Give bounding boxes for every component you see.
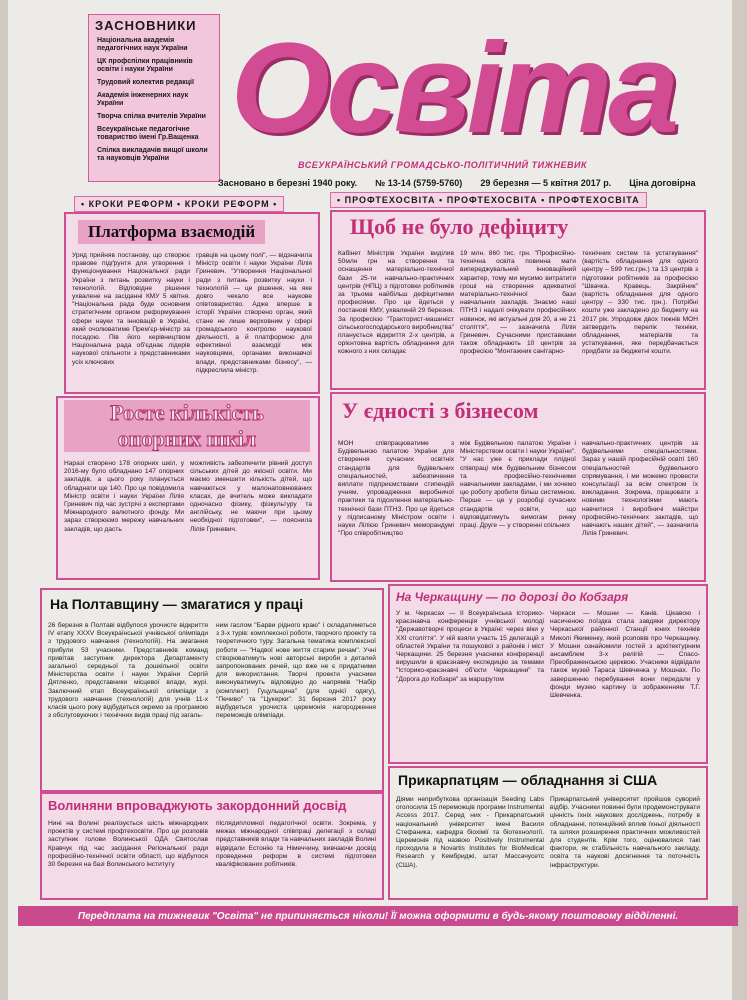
article-headline: На Полтавщину — змагатися у праці: [50, 596, 304, 612]
masthead-logo: Освіта: [230, 17, 676, 160]
article-headline: Платформа взаємодій: [78, 220, 265, 244]
founder-item: Спілка викладачів вищої школи та науковців України: [97, 147, 208, 162]
article-headline: Прикарпатцям — обладнання зі США: [398, 772, 658, 788]
founder-item: ЦК профспілки працівників освіти і науки України: [97, 58, 193, 73]
article-body-col2: гравців на цьому полі", — відзначила Міністр освіти і науки України Лілія Гриневич. "Утворення Національної ради з питань розвитку науки і технологій — це рішення, на яке довго чекало все наукове співтовариство. Адже вперше в історії України створено орган, який стане не лише верховним у сфері громадського контролю наукової діяльності, а й платформою для ефективної взаємодії між науковцями, органами виконавчої влади, представниками бізнесу", — підкреслила міністр.: [196, 252, 312, 374]
article-cherkasy: [388, 584, 708, 764]
subscription-banner: Передплата на тижневик "Освіта" не припиняється ніколи! Її можна оформити в будь-якому поштовому відділенні.: [18, 906, 738, 926]
article-body-col2: післядипломної педагогічної освіти. Зокрема, у межах міжнародної співпраці делегації з складі представників влади та навчальних закладів Волині відвідали Естонію та Німеччину, вивчаючи досвід проведення реформ в системі підготовки кваліфікованих робітників.: [216, 820, 376, 869]
article-body-col1: У м. Черкасах — II Всеукраїнська історико-краєзнавча конференція учнівської молоді "Державотворчі процеси в Україні: через віки у XXI століття". У ній взяли участь 15 делегацій з областей України та пошукової з районів і міст Черкащини. 25 березня учасники конференції вирушили в краєзнавчу експедицію за темами "Історико-краєзнавчі об'єкти Черкащини" та "Дорога до Кобзаря" за маршрутом: [396, 610, 544, 683]
issue-date: 29 березня — 5 квітня 2017 р.: [480, 178, 612, 188]
issue-number: № 13-14 (5759-5760): [375, 178, 463, 188]
article-body-col2: між Будівельною палатою України і Міністерством освіти і науки України". "У нас уже є приклади плідної співпраці між будівельним бізнесом та професійно-технічними навчальними закладами, і ми хочемо цю роботу зробити більш системною. Перше — це у розробці сучасних стандартів освіти, що відповідатимуть вимогам ринку праці. Друге — у створенні спільних: [460, 440, 576, 530]
article-body-col1: Кабінет Міністрів України виділив 50млн грн на створення та оснащення матеріально-технічної бази 25-ти навчально-практичних центрів (НПЦ) з підготовки робітників за трьома найбільш дефіцитними професіями. Про це йдеться у постанові КМУ, ухваленій 29 березня. За професією "Тракторист-машиніст сільськогосподарського виробництва" планується відкриття 2-х центрів, а орієнтовна вартість обладнання для кожного з них складає: [338, 250, 454, 356]
article-body-col1: МОН співпрацюватиме з Будівельною палатою України для створення сучасних освітніх стандартів для будівельних спеціальностей, забезпечення виплати підприємствами стипендій учням, упровадження виробничої практики та підсилення матеріально-технічної бази ПТНЗ. Про це йдеться у підписаному Міністром освіти і науки Лілією Гриневич меморандумі "Про співробітництво: [338, 440, 454, 538]
article-body-col1: Уряд прийняв постанову, що створює правове підґрунтя для утворення і функціонування Національної ради України з питань розвитку науки і технологій. Відповідне рішення ухвалене на засіданні КМУ 5 квітня. "Національна рада буде основним стратегічним органом реформування сфери науки та інновацій в Україні, який очолюватиме Прем'єр-міністр за посадою. Пів його керівництвом Національна рада об'єднає лідерів наукової спільноти з представниками усіх ключових: [72, 252, 190, 366]
founder-item: Всеукраїнське педагогічне товариство імені Гр.Ващенка: [97, 126, 199, 141]
article-volyn: [40, 792, 384, 900]
article-body-col1: Нині на Волині реалізується шість міжнародних проектів у системі профтехосвіти. Про це розповів заступник голови Волинської ОДА Святослав Кравчук під час засідання Регіональної ради професійно-технічної освіти області, що відбулося 30 березня на базі Волинського інституту: [48, 820, 208, 869]
article-body-col2: Черкаси — Мошни — Канів. Цікавою і насиченою поїздка стала завдяки директору Черкаської районної Станції юних техніків Миколі Якименку, який розповів про Черкащину. У Мошни ознайомили гостей з архітектурним ансамблем 3-х релігій — Спасо-Преображенською церквою. Учасники відвідали також музей Тараса Шевченка у Мошнах. По завершенню перебування вони передали у фонди музею картину із зображенням Т.Г. Шевченка.: [550, 610, 700, 700]
article-headline: [64, 400, 310, 452]
article-support-schools: [56, 396, 320, 580]
article-prykarpattia: [388, 766, 708, 900]
article-poltava: [40, 588, 384, 792]
article-platform: [64, 212, 320, 394]
article-body-col3: навчально-практичних центрів за будівельними спеціальностями. Зараз у нашій професійній освіті 160 спеціальностей будівельного спрямування, і ми можемо провести консультації за всім спектром їх викладання. Зокрема, працювати з новими технологіями мають навчитися і виробничі майстри професійно-технічних закладів, що навчають наших дітей", — зазначила Лілія Гриневич.: [582, 440, 698, 538]
founders-box: [88, 14, 220, 182]
article-body-col2: можливість забезпечити рівний доступ сільських дітей до якісної освіти. Ми маємо зменшити кількість дітей, що навчаються у малонаповнюваних класах, де вчитель може викладати одночасно фізику, фізкультуру та англійську, не маючи при цьому необхідної підготовки", — пояснила Лілія Гриневич.: [190, 460, 312, 533]
article-headline: Волиняни впроваджують закордонний досвід: [48, 798, 347, 813]
headline-line: Росте кількість: [110, 400, 264, 425]
masthead: [218, 14, 688, 164]
section-band-reforms: • КРОКИ РЕФОРМ • КРОКИ РЕФОРМ •: [74, 196, 284, 212]
article-headline: Щоб не було дефіциту: [350, 214, 569, 239]
article-body-col3: технічних систем та устаткування" (вартість обладнання для одного центру – 599 тис.грн.) та 13 центрів з підготовки робітників за професією "Швачка. Кравець. Закрійник" (вартість обладнання для одного центру – 330 тис. грн.). Потрібні кошти уже закладено до бюджету на 2017 рік. Упродовж двох тижнів МОН затвердить перелік техніки, обладнання, матеріалів та устаткування, яке передбачається придбати за бюджетні кошти.: [582, 250, 698, 356]
founder-item: Національна академія педагогічних наук України: [97, 37, 188, 52]
founded-text: Засновано в березні 1940 року.: [218, 178, 358, 188]
price-text: Ціна договірна: [629, 178, 696, 188]
headline-line: опорних шкіл: [117, 426, 257, 451]
founder-item: Творча спілка вчителів України: [97, 113, 206, 120]
article-headline: У єдності з бізнесом: [342, 398, 539, 423]
newspaper-page: [8, 0, 732, 1000]
article-body-col2: ним гаслом "Барви рідного краю" і складатиметься з 3-х турів: комплексної роботи, творчого проекту та теоретичного туру. Загальна тематика комплексної роботи — "Надвої нове життя старим речам". Учні створюватимуть нові авторські вироби з деталей запропонованих речей, що вже не є придатними для використання. Творчі проекти учасники виконуватимуть відповідно до напрямів "Набір (комплект) Гуцульщина" (для однієї одягу), "Печиво" та "Цукерки". 31 березня 2017 року відбудеться урочиста церемонія нагородження переможців олімпіади.: [216, 622, 376, 720]
article-headline: На Черкащину — по дорозі до Кобзаря: [396, 590, 629, 604]
article-deficit: [330, 210, 706, 390]
issue-meta: [218, 178, 698, 188]
article-business: [330, 392, 706, 582]
founder-item: Трудовий колектив редакції: [97, 79, 194, 86]
article-body-col2: 19 млн. 860 тис. грн. "Професійно-технічна освіта повинна мати випереджувальний інноваційний характер, тому ми мусимо витратити гроші на створення адекватної матеріально-технічної бази навчальних закладів. Знаємо наші ПТНЗ і надалі очікувати професійних новинок, які актуальні для 20, а не 21 століття", — зазначила Лілія Гриневич. Сучасними приставками також обладнають 10 центрів за професією "Монтажник санітарно-: [460, 250, 576, 356]
article-body-col1: Наразі створено 178 опорних шкіл, у 2016-му було обладнано 147 опорних закладів, а цього року планується обладнати ще 140. Про це повідомила Міністр освіти і науки України Лілія Гриневич під час зустрічі з експертами Міжнародного валютного фонду. Ми зараз створюємо мережу навчальних закладів, що дасть: [64, 460, 184, 533]
article-body-col1: 26 березня в Полтаві відбулося урочисте відкриття IV етапу XXXV Всеукраїнської учнівської олімпіади з трудового навчання (технологій). На змагання прибули 53 учасники. Представників команд привітав заступник директора Департаменту загальної середньої та дошкільної освіти Міністерства освіти і науки України Сергій Дятленко, представники місцевої влади, журі. Заключний етап Всеукраїнської олімпіади з трудового навчання (технологій) для учнів 11-х класів цього року відбудеться окремо за програмою з обслуговуючих і технічних видів праці під загаль-: [48, 622, 208, 720]
masthead-subtitle: ВСЕУКРАЇНСЬКИЙ ГРОМАДСЬКО-ПОЛІТИЧНИЙ ТИЖНЕВИК: [298, 160, 587, 170]
founders-title: ЗАСНОВНИКИ: [95, 18, 197, 33]
article-body-col2: Прикарпатський університет пройшов суворий відбір. Учасники повинні були продемонструвати цінність їхніх наукових досліджень, потребу в обладнанні, потенційний вплив їхньої діяльності та шляхи розширення практичних можливостей для студентів. Крім того, оцінювалися такі фактори, як стабільність навчального закладу, освіта та наукові досягнення та поточність інфраструктури.: [550, 796, 700, 869]
founder-item: Академія інженерних наук України: [97, 92, 189, 107]
article-body-col1: Діями неприбуткова організація Seeding Labs оголосила 15 переможців програми Instrumental Access 2017. Серед них - Прикарпатський національний університет імені Василя Стефаника, кафедра біохімії та біотехнології. Церемонія під назвою Positively Instrumental проходила в Novartis Institutes for BioMedical Research у Кембриджі, штат Массачусетс (США).: [396, 796, 544, 869]
section-band-vocational: • ПРОФТЕХОСВІТА • ПРОФТЕХОСВІТА • ПРОФТЕХОСВІТА: [330, 192, 647, 208]
